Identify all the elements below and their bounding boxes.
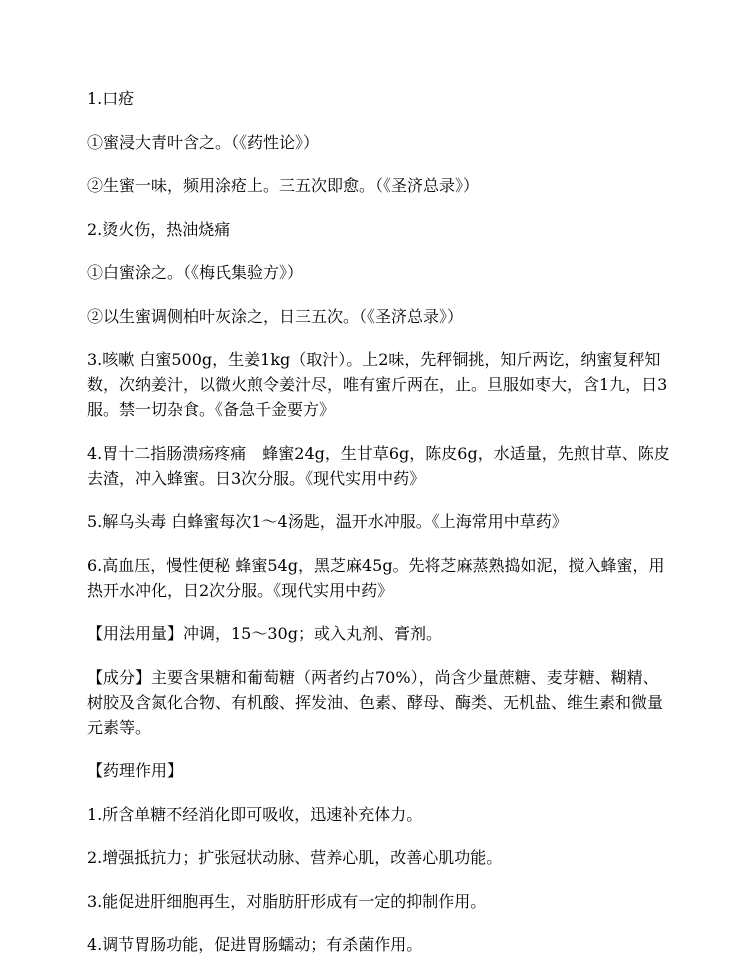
- remedy-item: ②以生蜜调侧柏叶灰涂之，日三五次。（《圣济总录》）: [87, 306, 464, 326]
- remedy-ulcer: 4.胃十二指肠溃疡疼痛 蜂蜜24g，生甘草6g，陈皮6g，水适量，先煎甘草、陈皮去渣，冲入蜂蜜。日3次分服。《现代实用中药》: [87, 443, 670, 488]
- pharmacology-item: 4.调节胃肠功能，促进胃肠蠕动；有杀菌作用。: [87, 935, 423, 954]
- remedy-aconite-poisoning: 5.解乌头毒 白蜂蜜每次1～4汤匙，温开水冲服。《上海常用中草药》: [87, 512, 568, 531]
- remedy-item: ①白蜜涂之。（《梅氏集验方》）: [87, 263, 304, 282]
- section-pharmacology-heading: 【药理作用】: [87, 761, 184, 780]
- pharmacology-item: 2.增强抵抗力；扩张冠状动脉、营养心肌，改善心肌功能。: [87, 848, 503, 867]
- heading-burns: 2.烫火伤，热油烧痛: [87, 219, 231, 239]
- remedy-item: ②生蜜一味，频用涂疮上。三五次即愈。（《圣济总录》）: [87, 176, 480, 195]
- section-composition: 【成分】主要含果糖和葡萄糖（两者约占70%），尚含少量蔗糖、麦芽糖、糊精、树胶及含氮化合物、有机酸、挥发油、色素、酵母、酶类、无机盐、维生素和微量元素等。: [87, 667, 664, 737]
- remedy-hypertension: 6.高血压，慢性便秘 蜂蜜54g，黑芝麻45g。先将芝麻蒸熟捣如泥，搅入蜂蜜，用热开水冲化，日2次分服。《现代实用中药》: [87, 555, 665, 600]
- heading-mouth-sores: 1.口疮: [87, 89, 135, 108]
- pharmacology-item: 1.所含单糖不经消化即可吸收，迅速补充体力。: [87, 804, 423, 824]
- remedy-cough: 3.咳嗽 白蜜500g，生姜1kg（取汁）。上2味，先秤铜挑，知斤两讫，纳蜜复秤知数，次纳姜汁，以微火煎令姜汁尽，唯有蜜斤两在，止。旦服如枣大，含1九，日3服。禁一切杂食。《备急千金要方》: [87, 350, 668, 419]
- section-usage-dosage: 【用法用量】冲调，15～30g；或入丸剂、膏剂。: [87, 624, 442, 643]
- remedy-item: ①蜜浸大青叶含之。（《药性论》）: [87, 132, 320, 152]
- pharmacology-item: 3.能促进肝细胞再生，对脂肪肝形成有一定的抑制作用。: [87, 891, 487, 911]
